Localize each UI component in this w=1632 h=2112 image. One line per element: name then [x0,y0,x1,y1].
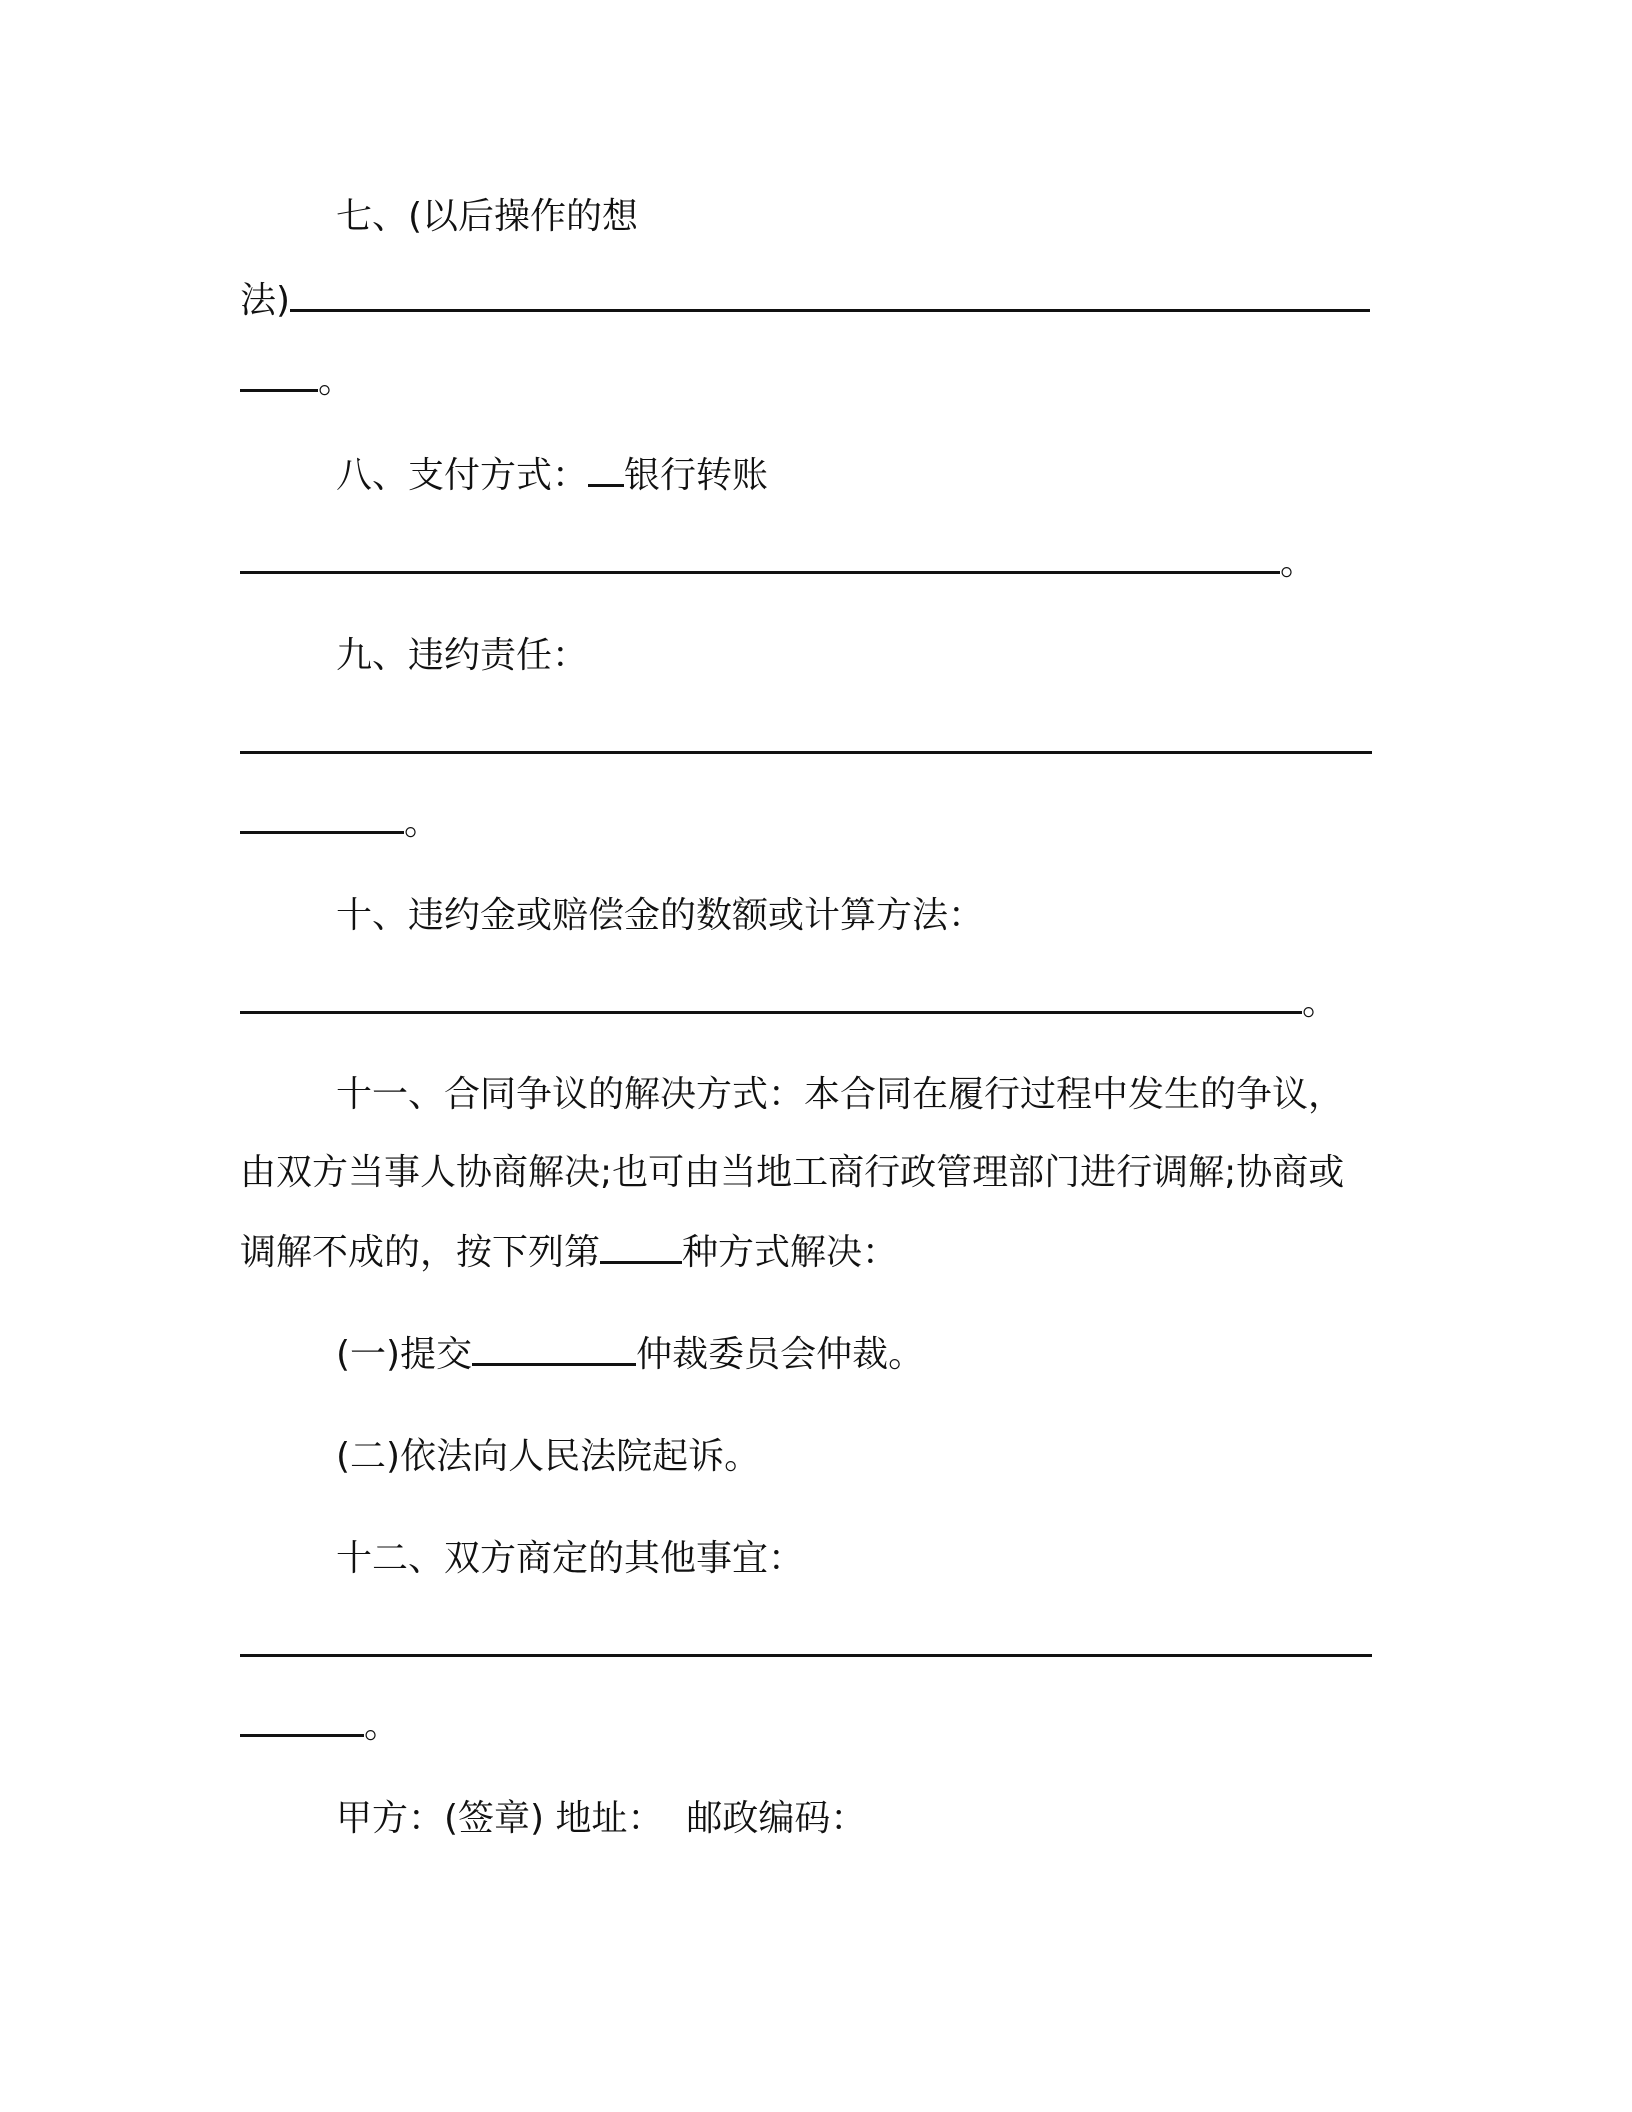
section-7-blank-cont[interactable] [240,355,318,392]
payment-method-blank[interactable] [588,450,624,487]
section-7-heading: 七、(以后操作的想 [336,196,639,237]
dispute-option-blank[interactable] [600,1227,682,1264]
section-7-blank-line: 法) [240,275,1370,325]
section-10-heading: 十、违约金或赔偿金的数额或计算方法： [336,895,985,936]
party-a-signature-line: 甲方：(签章) 地址： 邮政编码： [336,1798,867,1839]
section-12-blank-cont[interactable] [240,1700,364,1737]
section-9-blank-line [240,717,1372,767]
section-8-blank[interactable] [240,537,1280,574]
section-10-blank-line: 。 [240,977,1338,1027]
section-11-line-2: 由双方当事人协商解决;也可由当地工商行政管理部门进行调解;协商或 [240,1152,1345,1193]
section-8-blank-line: 。 [240,537,1316,587]
section-9-heading: 九、违约责任： [336,635,589,676]
section-7-blank-line-2: 。 [240,355,354,405]
section-11-line-3: 调解不成的，按下列第 种方式解决： [240,1227,898,1277]
section-12-blank-line-2: 。 [240,1700,400,1750]
section-9-blank[interactable] [240,717,1372,754]
section-12-blank[interactable] [240,1620,1372,1657]
section-11-line-1: 十一、合同争议的解决方式：本合同在履行过程中发生的争议， [336,1074,1345,1115]
section-11-option-1: (一)提交 仲裁委员会仲裁。 [336,1329,924,1379]
arbitration-committee-blank[interactable] [472,1329,636,1366]
section-9-blank-line-2: 。 [240,797,440,847]
section-8-heading: 八、支付方式： 银行转账 [336,450,768,500]
section-11-option-2: (二)依法向人民法院起诉。 [336,1436,761,1477]
section-10-blank[interactable] [240,977,1302,1014]
section-9-blank-cont[interactable] [240,797,404,834]
section-12-blank-line [240,1620,1372,1670]
section-12-heading: 十二、双方商定的其他事宜： [336,1538,805,1579]
section-7-blank[interactable] [290,275,1370,312]
